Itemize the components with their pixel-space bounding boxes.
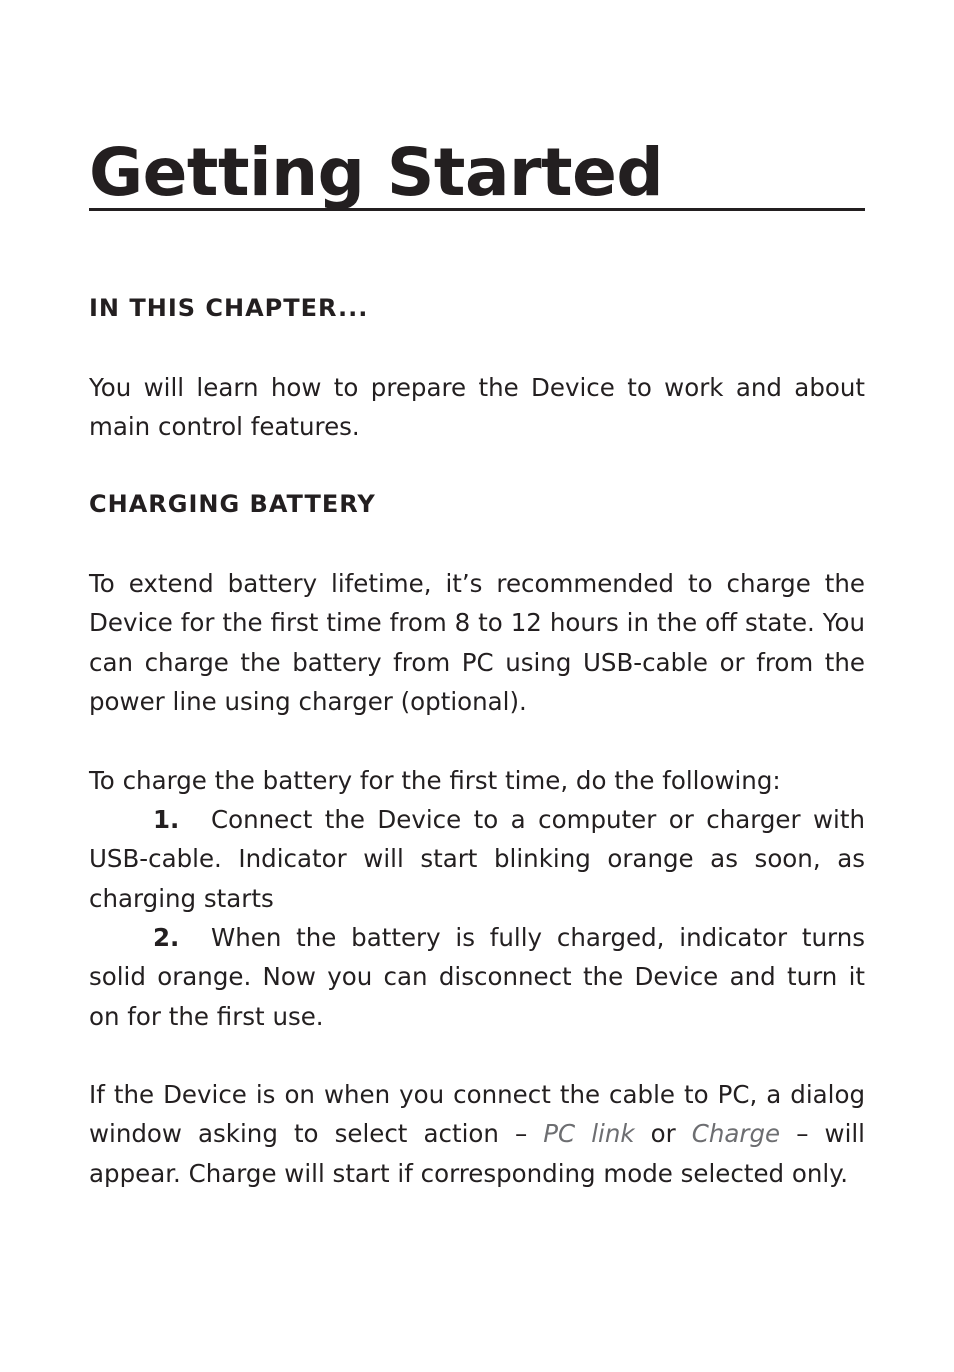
option-charge: Charge: [691, 1119, 781, 1149]
step-2-text: When the battery is fully charged, indicator turns solid orange. Now you can disconnect the Device and turn it on for the first use.: [89, 923, 865, 1031]
option-pc-link: PC link: [543, 1119, 635, 1149]
section-heading-in-this-chapter: IN THIS CHAPTER...: [89, 294, 369, 322]
steps-intro: To charge the battery for the first time, do the following:: [89, 766, 781, 795]
section-heading-charging-battery: CHARGING BATTERY: [89, 490, 376, 518]
charging-paragraph: To extend battery lifetime, it’s recommended to charge the Device for the first time from 8 to 12 hours in the off state. You can charge the battery from PC using USB-cable or from the power line using charger (optional).: [89, 569, 865, 716]
closing-text-after: – will appear. Charge will start if corresponding mode selected only.: [89, 1119, 865, 1188]
closing-text-middle: or: [634, 1119, 692, 1149]
closing-paragraph: [89, 1075, 865, 1193]
step-2-number: 2.: [153, 923, 180, 952]
chapter-intro-paragraph: You will learn how to prepare the Device to work and about main control features.: [89, 373, 865, 442]
step-1: [89, 800, 865, 918]
closing-text-before: If the Device is on when you connect the cable to PC, a dialog window asking to select action –: [89, 1080, 865, 1149]
step-1-text: Connect the Device to a computer or charger with USB-cable. Indicator will start blinking orange as soon, as charging starts: [89, 805, 865, 913]
step-1-number: 1.: [153, 805, 180, 834]
step-2: [89, 918, 865, 1036]
page-title: Getting Started: [89, 128, 865, 211]
